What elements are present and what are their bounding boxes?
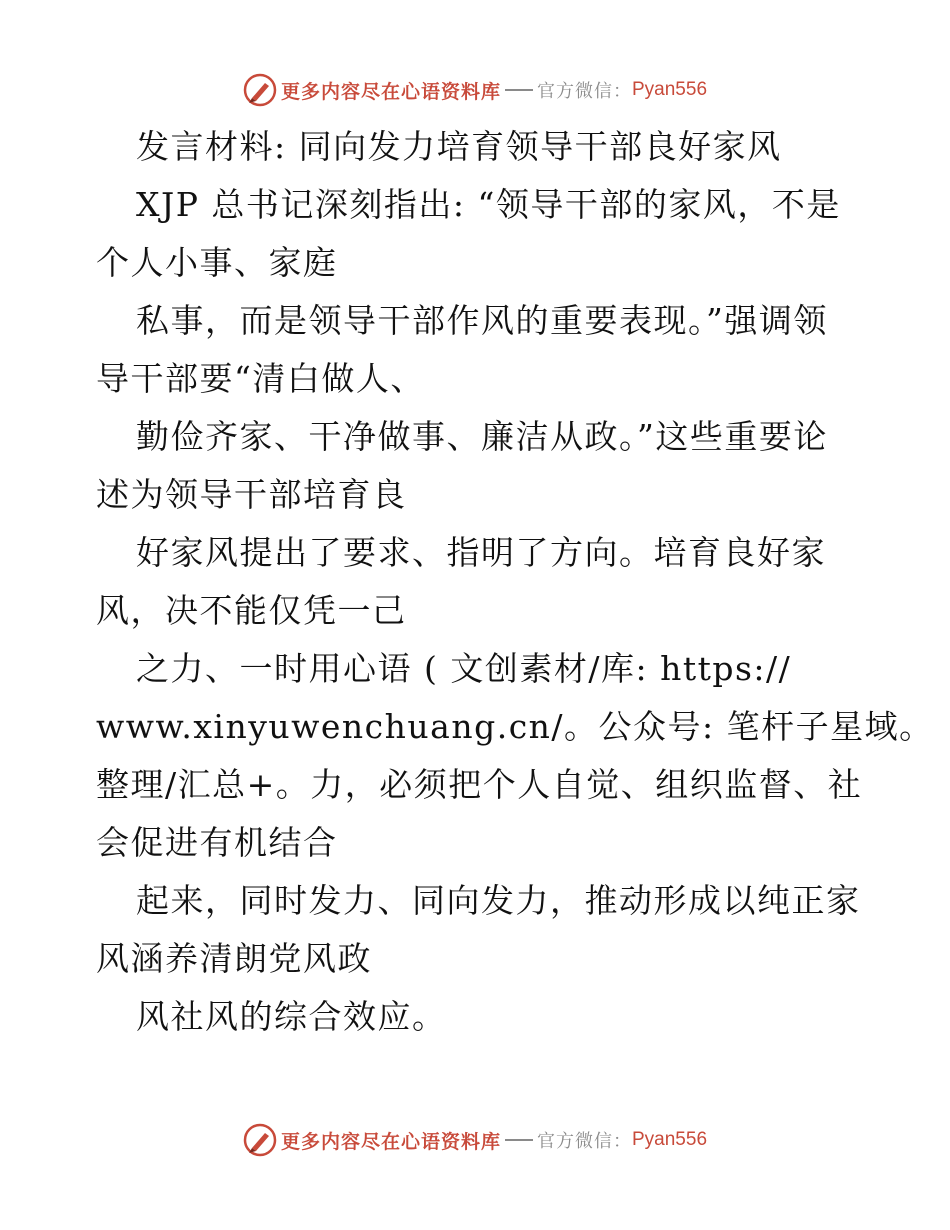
document-body [96,118,934,1046]
paragraph-line: 勤俭齐家、干净做事、廉洁从政。”这些重要论 [136,417,828,456]
paragraph-line: 起来，同时发力、同向发力，推动形成以纯正家 [136,881,861,920]
pen-logo-icon [243,1123,277,1157]
watermark-dash [505,1139,533,1141]
watermark-main-text: 更多内容尽在心语资料库 [280,80,501,103]
header-watermark [0,70,950,110]
paragraph-line: www.xinyuwenchuang.cn/。公众号: 笔杆子星域。 [96,707,934,746]
paragraph-line: 之力、一时用心语 ( 文创素材/库: https:// [136,649,792,688]
paragraph-line: XJP 总书记深刻指出: “领导干部的家风，不是 [136,185,841,224]
paragraph-line: 整理/汇总+。力，必须把个人自觉、组织监督、社 [96,765,863,804]
footer-watermark [0,1120,950,1160]
paragraph-line: 述为领导干部培育良 [96,475,407,514]
watermark-account: Pyan556 [632,79,708,100]
watermark-main-text: 更多内容尽在心语资料库 [280,1130,501,1153]
paragraph-line: 好家风提出了要求、指明了方向。培育良好家 [136,533,826,572]
document-title: 发言材料: 同向发力培育领导干部良好家风 [136,127,782,166]
pen-logo-icon [243,73,277,107]
paragraph-line: 会促进有机结合 [96,823,338,862]
watermark-account: Pyan556 [632,1129,708,1150]
paragraph-line: 风，决不能仅凭一己 [96,591,407,630]
paragraph-line: 风社风的综合效应。 [136,997,447,1036]
watermark-dash [505,89,533,91]
paragraph-line: 个人小事、家庭 [96,243,338,282]
paragraph-line: 私事，而是领导干部作风的重要表现。”强调领 [136,301,828,340]
watermark-sub-text: 官方微信： [537,81,632,102]
watermark-sub-text: 官方微信： [537,1131,632,1152]
paragraph-line: 导干部要“清白做人、 [96,359,425,398]
paragraph-line: 风涵养清朗党风政 [96,939,372,978]
